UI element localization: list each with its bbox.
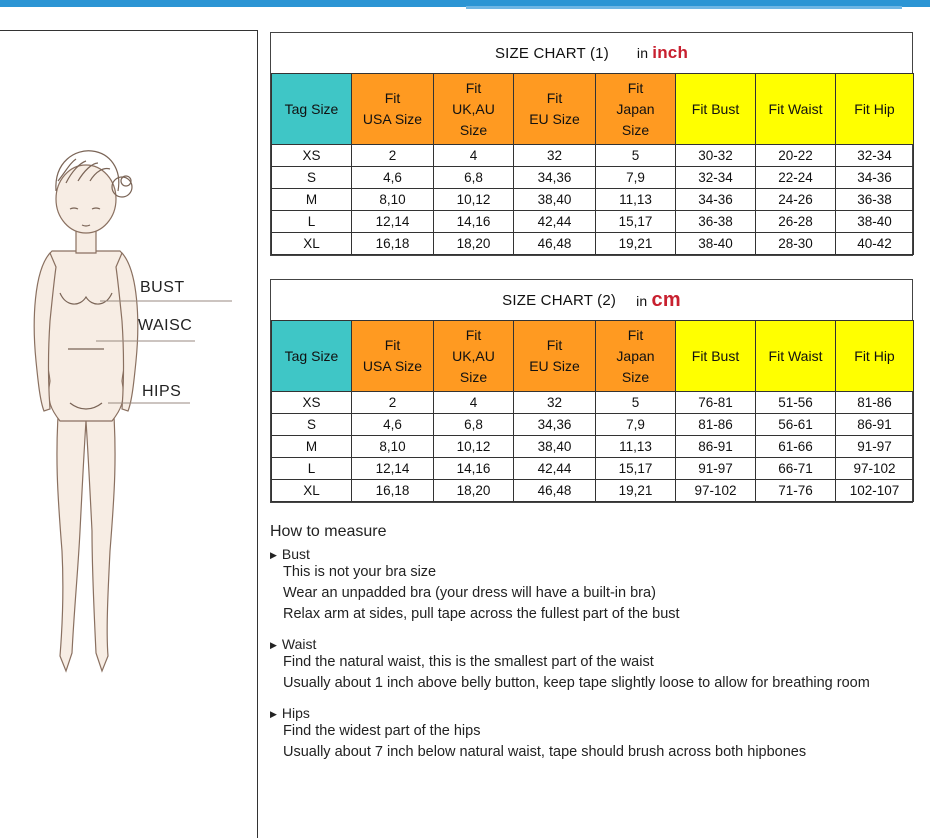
instruction-line: Usually about 7 inch below natural waist, tape should brush across both hipbones [283, 744, 807, 760]
column-header [434, 74, 514, 145]
table-cell: 8,10 [352, 189, 434, 211]
chart-title [271, 33, 912, 73]
bullet-triangle-icon: ▶ [270, 709, 277, 719]
table-cell: 6,8 [434, 414, 514, 436]
column-header [596, 74, 676, 145]
unit-label [636, 289, 681, 312]
table-cell: XL [272, 480, 352, 502]
table-cell: 46,48 [514, 233, 596, 255]
table-cell: 16,18 [352, 480, 434, 502]
table-row [272, 414, 914, 436]
size-chart-inch [270, 32, 913, 256]
table-cell: 34-36 [676, 189, 756, 211]
table-cell: S [272, 414, 352, 436]
column-header-line: Size [459, 121, 488, 138]
table-cell: 5 [596, 392, 676, 414]
table-cell: 7,9 [596, 167, 676, 189]
table-cell: 51-56 [756, 392, 836, 414]
table-cell: 91-97 [836, 436, 914, 458]
instruction-line: Usually about 1 inch above belly button, keep tape slightly loose to allow for breathing room [283, 675, 870, 691]
table-cell: 7,9 [596, 414, 676, 436]
header-row [272, 74, 914, 145]
table-cell: 97-102 [676, 480, 756, 502]
column-header-line: Fit [465, 326, 482, 343]
table-cell: 14,16 [434, 458, 514, 480]
table-cell: XS [272, 145, 352, 167]
instruction-line: Find the widest part of the hips [283, 723, 481, 739]
table-cell: 86-91 [836, 414, 914, 436]
unit-value: inch [652, 43, 689, 62]
column-header [514, 321, 596, 392]
instruction-line: This is not your bra size [283, 564, 437, 580]
table-cell: 5 [596, 145, 676, 167]
waist-label: WAISC [138, 317, 193, 334]
table-cell: 18,20 [434, 480, 514, 502]
table-cell: 2 [352, 145, 434, 167]
table-cell: 19,21 [596, 233, 676, 255]
table-cell: 102-107 [836, 480, 914, 502]
column-header-line: Fit [627, 79, 644, 96]
table-cell: 6,8 [434, 167, 514, 189]
table-cell: 66-71 [756, 458, 836, 480]
table-cell: 76-81 [676, 392, 756, 414]
column-header [352, 74, 434, 145]
table-cell: 36-38 [676, 211, 756, 233]
column-header [352, 321, 434, 392]
table-cell: 46,48 [514, 480, 596, 502]
unit-prefix: in [636, 45, 649, 61]
table-cell: M [272, 436, 352, 458]
table-cell: 97-102 [836, 458, 914, 480]
bust-label: BUST [140, 279, 185, 296]
table-cell: XL [272, 233, 352, 255]
bullet-triangle-icon: ▶ [270, 550, 277, 560]
column-header [596, 321, 676, 392]
section-heading: Hips [281, 705, 310, 721]
body-figure-illustration [0, 31, 258, 839]
table-row [272, 458, 914, 480]
table-cell: 34,36 [514, 414, 596, 436]
table-cell: 26-28 [756, 211, 836, 233]
size-table [271, 73, 914, 255]
table-cell: 10,12 [434, 436, 514, 458]
column-header: Fit Waist [756, 74, 836, 145]
table-cell: M [272, 189, 352, 211]
column-header-line: Size [621, 368, 650, 385]
table-row [272, 167, 914, 189]
table-cell: 18,20 [434, 233, 514, 255]
column-header-line: Fit [546, 337, 563, 353]
table-cell: 30-32 [676, 145, 756, 167]
section-heading: Waist [281, 636, 317, 652]
table-cell: 10,12 [434, 189, 514, 211]
unit-prefix: in [636, 292, 648, 309]
table-cell: 42,44 [514, 211, 596, 233]
column-header-line: Japan [616, 347, 655, 364]
table-cell: 19,21 [596, 480, 676, 502]
column-header-line: EU Size [529, 358, 580, 374]
column-header-line: Fit [465, 79, 482, 96]
column-header: Tag Size [272, 74, 352, 145]
table-cell: 11,13 [596, 436, 676, 458]
table-cell: 81-86 [836, 392, 914, 414]
bullet-triangle-icon: ▶ [270, 640, 277, 650]
table-cell: L [272, 211, 352, 233]
table-row [272, 436, 914, 458]
table-cell: 4 [434, 392, 514, 414]
table-cell: 81-86 [676, 414, 756, 436]
table-row [272, 211, 914, 233]
column-header [434, 321, 514, 392]
unit-label [637, 43, 688, 63]
instruction-line: Find the natural waist, this is the smallest part of the waist [283, 654, 654, 670]
table-cell: 32 [514, 392, 596, 414]
how-to-measure [270, 523, 930, 763]
table-cell: 8,10 [352, 436, 434, 458]
table-cell: 20-22 [756, 145, 836, 167]
size-chart-cm [270, 279, 913, 503]
section-hips [270, 705, 930, 721]
column-header-line: Fit [546, 90, 563, 106]
column-header-line: EU Size [529, 111, 580, 127]
column-header-line: Fit [384, 337, 401, 353]
instruction-line: Relax arm at sides, pull tape across the fullest part of the bust [283, 606, 680, 622]
table-cell: 28-30 [756, 233, 836, 255]
table-cell: 56-61 [756, 414, 836, 436]
chart-title [271, 280, 912, 320]
table-row [272, 392, 914, 414]
column-header: Fit Waist [756, 321, 836, 392]
table-cell: 32 [514, 145, 596, 167]
table-cell: 14,16 [434, 211, 514, 233]
table-cell: 61-66 [756, 436, 836, 458]
table-cell: 32-34 [836, 145, 914, 167]
table-row [272, 189, 914, 211]
table-row [272, 480, 914, 502]
table-cell: 38,40 [514, 189, 596, 211]
column-header-line: UK,AU [452, 347, 495, 364]
section-waist [270, 636, 930, 652]
table-cell: 22-24 [756, 167, 836, 189]
table-row [272, 233, 914, 255]
table-cell: 86-91 [676, 436, 756, 458]
measure-title: How to measure [270, 523, 387, 540]
table-cell: 38,40 [514, 436, 596, 458]
column-header: Fit Hip [836, 74, 914, 145]
column-header-line: Size [459, 368, 488, 385]
header-row [272, 321, 914, 392]
table-cell: 11,13 [596, 189, 676, 211]
table-cell: 36-38 [836, 189, 914, 211]
table-cell: 15,17 [596, 458, 676, 480]
section-bust [270, 546, 930, 562]
table-cell: 38-40 [676, 233, 756, 255]
table-cell: 40-42 [836, 233, 914, 255]
column-header-line: Fit [627, 326, 644, 343]
table-cell: 2 [352, 392, 434, 414]
table-row [272, 145, 914, 167]
table-cell: 15,17 [596, 211, 676, 233]
table-cell: 12,14 [352, 211, 434, 233]
column-header-line: Fit [384, 90, 401, 106]
table-cell: 91-97 [676, 458, 756, 480]
table-cell: XS [272, 392, 352, 414]
table-cell: L [272, 458, 352, 480]
table-cell: 42,44 [514, 458, 596, 480]
column-header [514, 74, 596, 145]
section-heading: Bust [281, 546, 310, 562]
size-table [271, 320, 914, 502]
column-header: Fit Bust [676, 74, 756, 145]
table-cell: 71-76 [756, 480, 836, 502]
table-cell: 38-40 [836, 211, 914, 233]
table-cell: 34,36 [514, 167, 596, 189]
instruction-line: Wear an unpadded bra (your dress will have a built-in bra) [283, 585, 656, 601]
column-header-line: Size [621, 121, 650, 138]
table-cell: 12,14 [352, 458, 434, 480]
table-cell: 4 [434, 145, 514, 167]
figure-panel [0, 30, 258, 838]
table-cell: 24-26 [756, 189, 836, 211]
column-header-line: USA Size [362, 111, 423, 127]
top-banner-underline [466, 6, 902, 9]
column-header-line: USA Size [362, 358, 423, 374]
column-header-line: Japan [616, 100, 655, 117]
chart-title-text: SIZE CHART (1) [494, 44, 609, 62]
table-cell: S [272, 167, 352, 189]
unit-value: cm [651, 288, 681, 311]
table-cell: 4,6 [352, 414, 434, 436]
column-header-line: UK,AU [452, 100, 495, 117]
table-cell: 34-36 [836, 167, 914, 189]
column-header: Tag Size [272, 321, 352, 392]
chart-title-text: SIZE CHART (2) [502, 291, 617, 309]
hips-label: HIPS [142, 383, 182, 400]
column-header: Fit Hip [836, 321, 914, 392]
table-cell: 32-34 [676, 167, 756, 189]
table-cell: 16,18 [352, 233, 434, 255]
column-header: Fit Bust [676, 321, 756, 392]
table-cell: 4,6 [352, 167, 434, 189]
